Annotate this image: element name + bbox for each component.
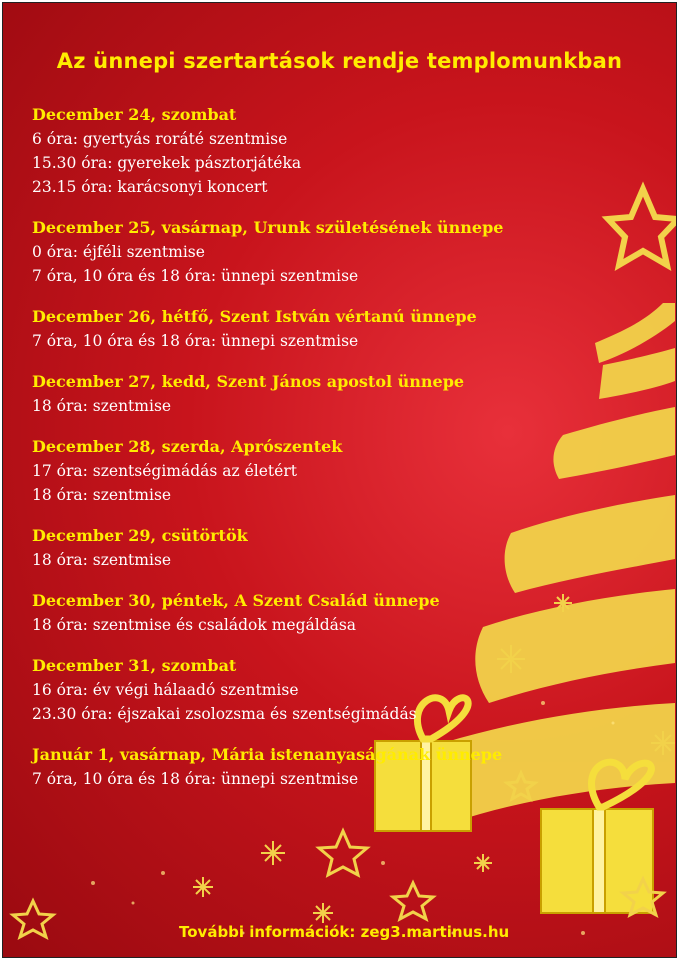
- event-heading: Január 1, vasárnap, Mária istenanyaságának ünnepe: [32, 745, 503, 764]
- event-heading: December 30, péntek, A Szent Család ünnepe: [32, 591, 440, 610]
- event-heading: December 27, kedd, Szent János apostol ünnepe: [32, 372, 465, 391]
- event-dec-26: [32, 305, 502, 353]
- event-line: 23.15 óra: karácsonyi koncert: [32, 178, 268, 196]
- event-heading: December 25, vasárnap, Urunk születésének ünnepe: [32, 218, 504, 237]
- event-dec-25: [32, 216, 502, 288]
- event-line: 18 óra: szentmise: [32, 486, 172, 504]
- event-jan-1: [32, 743, 502, 791]
- event-heading: December 28, szerda, Aprószentek: [32, 437, 343, 456]
- event-dec-31: [32, 654, 502, 726]
- event-dec-27: [32, 370, 502, 418]
- event-line: 18 óra: szentmise és családok megáldása: [32, 616, 357, 634]
- event-dec-29: [32, 524, 502, 572]
- event-dec-28: [32, 435, 502, 507]
- event-list: [32, 103, 502, 808]
- event-line: 6 óra: gyertyás roráté szentmise: [32, 130, 288, 148]
- event-line: 18 óra: szentmise: [32, 397, 172, 415]
- page-title: Az ünnepi szertartások rendje templomunkban: [56, 49, 623, 73]
- event-dec-24: [32, 103, 502, 199]
- event-line: 23.30 óra: éjszakai zsolozsma és szentségimádás: [32, 705, 417, 723]
- event-heading: December 24, szombat: [32, 105, 237, 124]
- event-heading: December 26, hétfő, Szent István vértanú ünnepe: [32, 307, 477, 326]
- event-line: 16 óra: év végi hálaadó szentmise: [32, 681, 299, 699]
- footer-info-link[interactable]: További információk: zeg3.martinus.hu: [179, 923, 510, 941]
- event-line: 17 óra: szentségimádás az életért: [32, 462, 297, 480]
- event-line: 0 óra: éjféli szentmise: [32, 243, 205, 261]
- event-line: 7 óra, 10 óra és 18 óra: ünnepi szentmise: [32, 770, 359, 788]
- flyer-page: [2, 2, 677, 958]
- event-heading: December 29, csütörtök: [32, 526, 248, 545]
- event-line: 18 óra: szentmise: [32, 551, 172, 569]
- event-line: 7 óra, 10 óra és 18 óra: ünnepi szentmise: [32, 267, 359, 285]
- event-line: 7 óra, 10 óra és 18 óra: ünnepi szentmise: [32, 332, 359, 350]
- event-heading: December 31, szombat: [32, 656, 237, 675]
- star-icon: [608, 189, 677, 265]
- event-line: 15.30 óra: gyerekek pásztorjátéka: [32, 154, 302, 172]
- event-dec-30: [32, 589, 502, 637]
